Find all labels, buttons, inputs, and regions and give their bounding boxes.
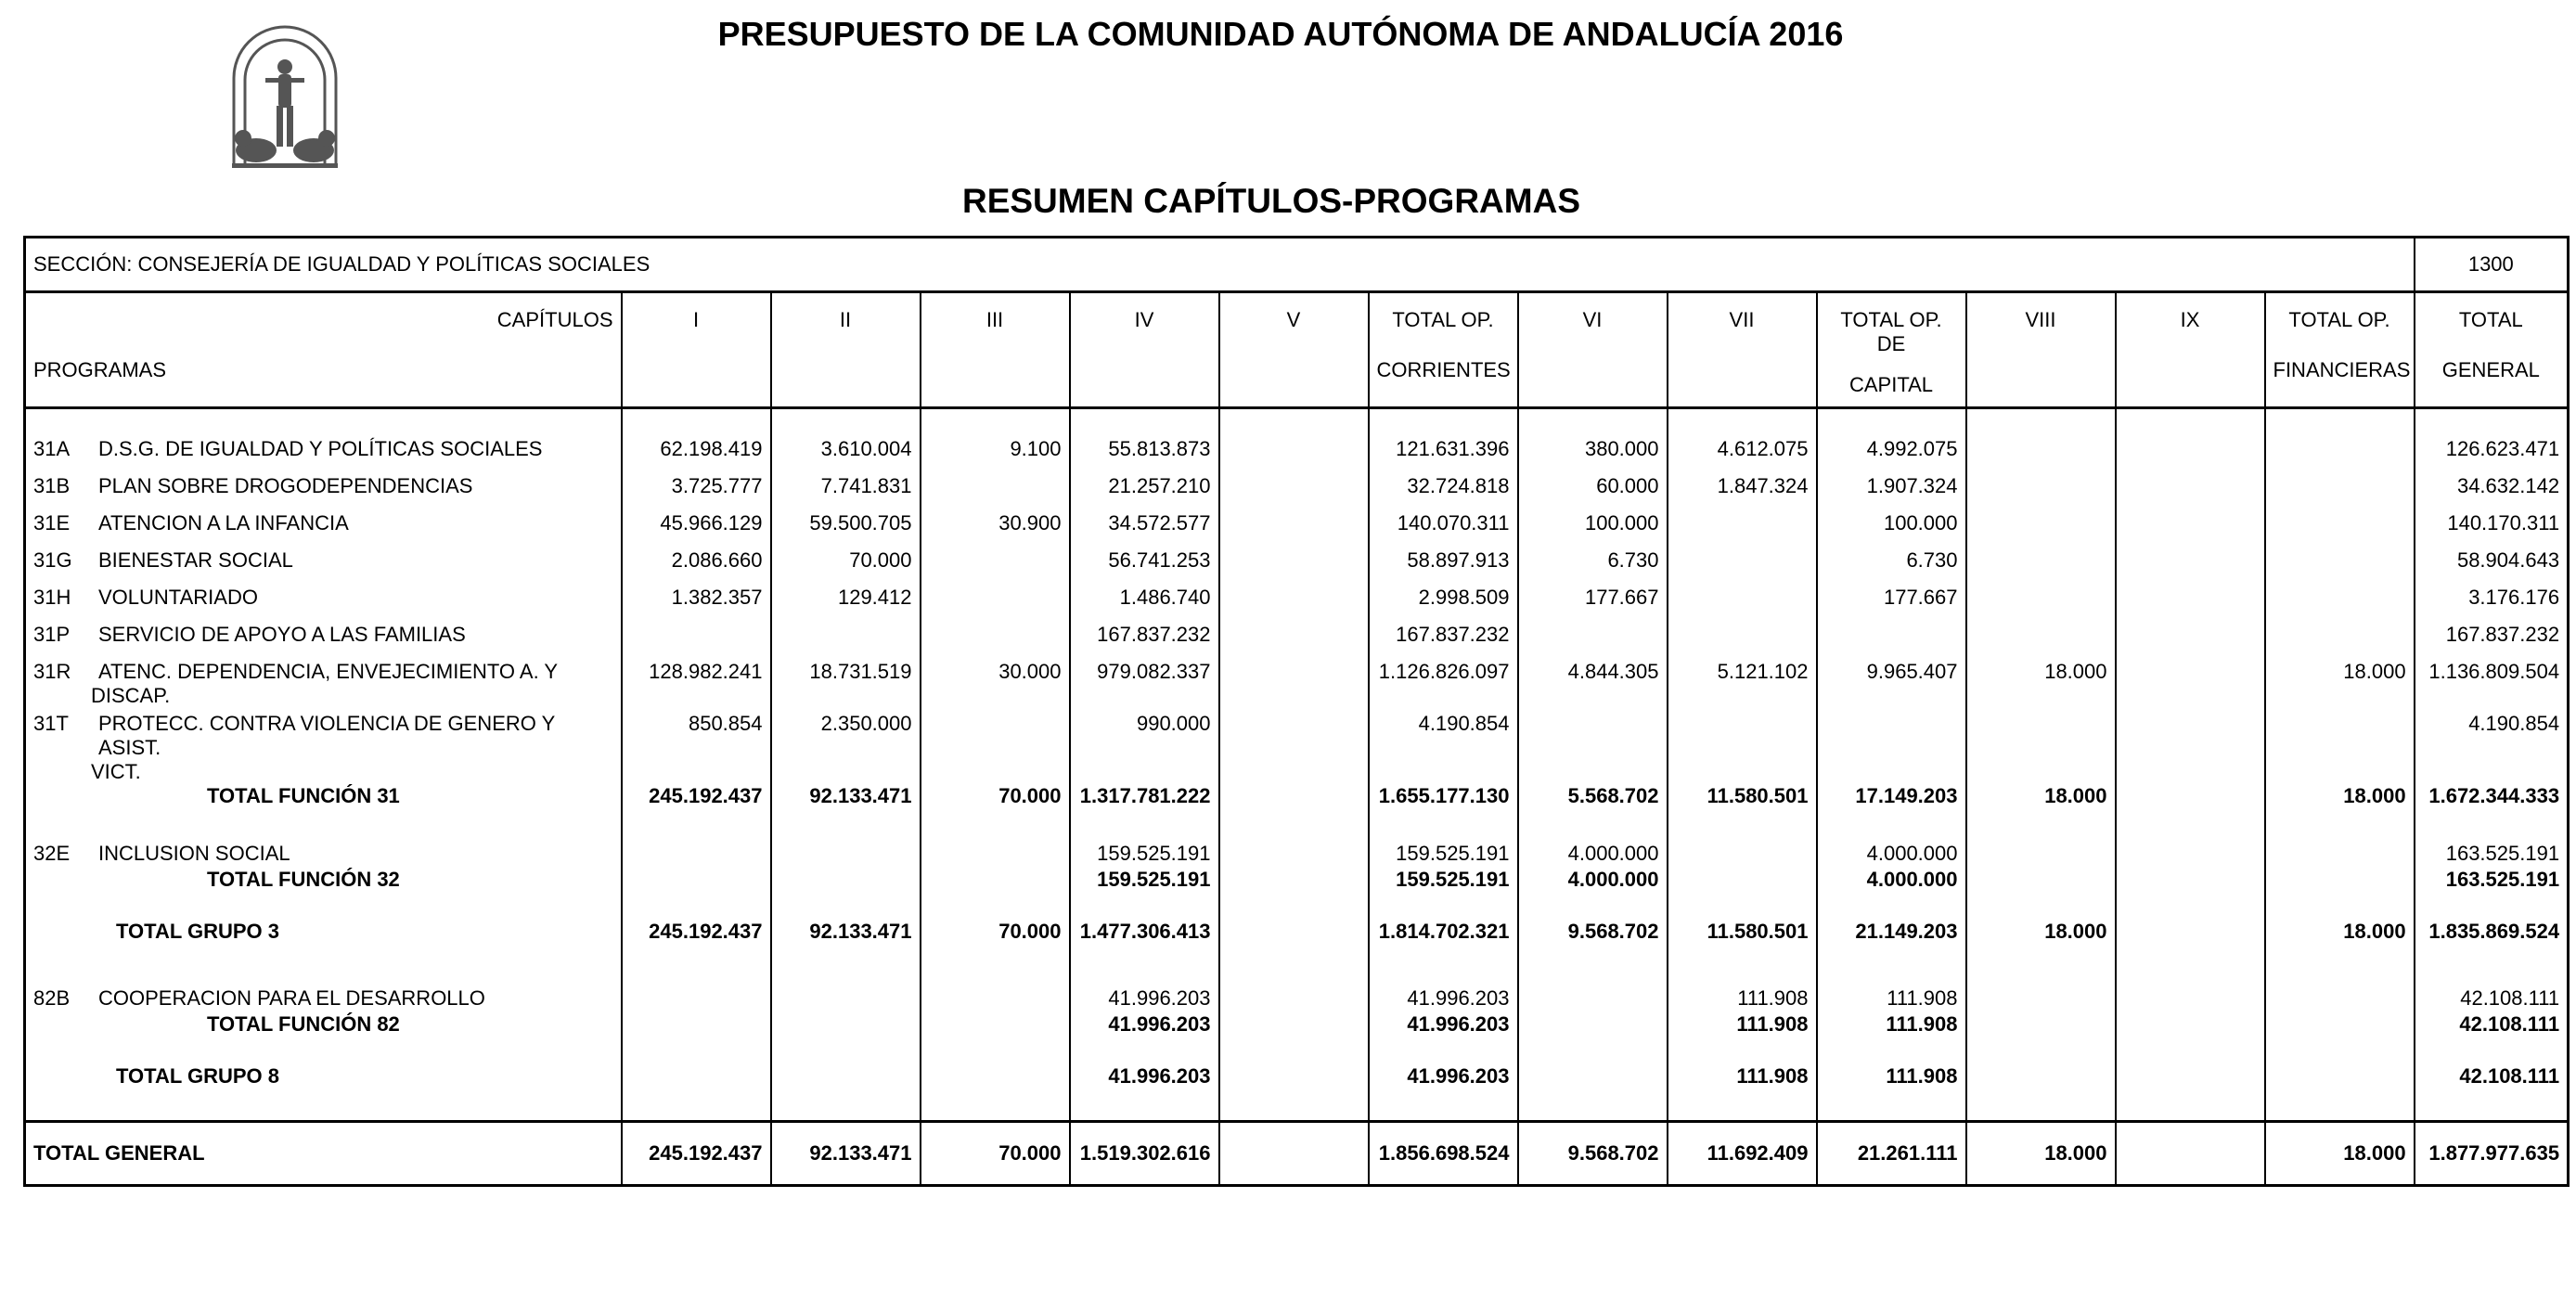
row-label: [25, 586, 622, 623]
cell-v: [1219, 920, 1369, 986]
cell-total-op-capital: 17.149.203: [1817, 784, 1966, 842]
cell-total-op-financieras: 18.000: [2265, 784, 2415, 842]
row-label: [25, 623, 622, 660]
cell-viii: [1966, 842, 2116, 868]
cell-vii: 11.692.409: [1668, 1122, 1817, 1186]
cell-viii: [1966, 712, 2116, 784]
header-capitulos-programas: [25, 292, 622, 408]
program-row: [25, 548, 2569, 586]
cell-i: [622, 623, 771, 660]
program-name: VOLUNTARIADO: [98, 586, 258, 609]
program-name: ATENCION A LA INFANCIA: [98, 511, 349, 535]
total-funcion-row: [25, 868, 2569, 920]
cell-iii: 70.000: [921, 784, 1070, 842]
cell-total-op-financieras: 18.000: [2265, 1122, 2415, 1186]
cell-total-general: 34.632.142: [2415, 474, 2569, 511]
cell-vi: [1518, 1064, 1668, 1122]
cell-iii: [921, 1012, 1070, 1064]
junta-andalucia-coat-of-arms-icon: [228, 13, 341, 171]
cell-total-op-financieras: [2265, 408, 2415, 475]
cell-i: 128.982.241: [622, 660, 771, 712]
cell-ii: 59.500.705: [771, 511, 921, 548]
cell-vii: [1668, 586, 1817, 623]
cell-iv: 1.317.781.222: [1070, 784, 1219, 842]
cell-ii: [771, 623, 921, 660]
row-label: TOTAL FUNCIÓN 31: [25, 784, 622, 842]
cell-vi: 4.000.000: [1518, 868, 1668, 920]
cell-iv: 21.257.210: [1070, 474, 1219, 511]
program-row: [25, 623, 2569, 660]
row-label: [25, 712, 622, 784]
cell-viii: [1966, 474, 2116, 511]
cell-vii: 11.580.501: [1668, 920, 1817, 986]
cell-i: 1.382.357: [622, 586, 771, 623]
cell-iv: 1.519.302.616: [1070, 1122, 1219, 1186]
cell-iv: 990.000: [1070, 712, 1219, 784]
cell-total-op-capital: [1817, 712, 1966, 784]
cell-i: [622, 986, 771, 1012]
cell-ii: 7.741.831: [771, 474, 921, 511]
cell-total-general: 163.525.191: [2415, 868, 2569, 920]
cell-total-op-capital: 4.000.000: [1817, 868, 1966, 920]
row-label: [25, 660, 622, 712]
cell-vii: [1668, 511, 1817, 548]
cell-total-general: 42.108.111: [2415, 1064, 2569, 1122]
cell-total-op-financieras: [2265, 842, 2415, 868]
cell-ii: 2.350.000: [771, 712, 921, 784]
cell-viii: 18.000: [1966, 660, 2116, 712]
cell-total-op-capital: 111.908: [1817, 1064, 1966, 1122]
header-vi: VI: [1518, 292, 1668, 408]
page-title: PRESUPUESTO DE LA COMUNIDAD AUTÓNOMA DE ANDALUCÍA 2016: [717, 15, 1844, 53]
row-label: TOTAL GRUPO 8: [25, 1064, 622, 1122]
header-total-op-financieras: TOTAL OP. FINANCIERAS: [2265, 292, 2415, 408]
cell-ix: [2116, 1064, 2265, 1122]
cell-total-general: 42.108.111: [2415, 1012, 2569, 1064]
cell-ii: 3.610.004: [771, 408, 921, 475]
program-name-cont: VICT.: [91, 760, 141, 783]
cell-total-op-corrientes: 121.631.396: [1369, 408, 1518, 475]
cell-total-general: 167.837.232: [2415, 623, 2569, 660]
cell-total-op-financieras: [2265, 623, 2415, 660]
cell-ix: [2116, 920, 2265, 986]
cell-ix: [2116, 548, 2265, 586]
cell-iv: 159.525.191: [1070, 842, 1219, 868]
cell-vii: [1668, 842, 1817, 868]
row-label: TOTAL GENERAL: [25, 1122, 622, 1186]
program-name: BIENESTAR SOCIAL: [98, 548, 293, 572]
cell-vii: [1668, 548, 1817, 586]
total-funcion-row: [25, 1012, 2569, 1064]
header-total-op-capital: TOTAL OP. DE CAPITAL: [1817, 292, 1966, 408]
cell-total-op-corrientes: 41.996.203: [1369, 986, 1518, 1012]
cell-ix: [2116, 986, 2265, 1012]
cell-ii: 92.133.471: [771, 1122, 921, 1186]
program-name: COOPERACION PARA EL DESARROLLO: [98, 986, 485, 1010]
cell-iv: 34.572.577: [1070, 511, 1219, 548]
cell-iii: 30.900: [921, 511, 1070, 548]
cell-i: 245.192.437: [622, 920, 771, 986]
cell-iii: [921, 548, 1070, 586]
cell-viii: [1966, 1064, 2116, 1122]
row-label: TOTAL GRUPO 3: [25, 920, 622, 986]
cell-total-op-capital: 21.261.111: [1817, 1122, 1966, 1186]
cell-v: [1219, 868, 1369, 920]
cell-vi: 177.667: [1518, 586, 1668, 623]
cell-iv: 41.996.203: [1070, 1064, 1219, 1122]
cell-total-op-corrientes: 1.655.177.130: [1369, 784, 1518, 842]
cell-ii: 70.000: [771, 548, 921, 586]
program-row: [25, 712, 2569, 784]
program-name: SERVICIO DE APOYO A LAS FAMILIAS: [98, 623, 466, 646]
cell-v: [1219, 660, 1369, 712]
cell-total-op-corrientes: 1.814.702.321: [1369, 920, 1518, 986]
cell-ix: [2116, 511, 2265, 548]
header-total-op-corrientes: TOTAL OP. CORRIENTES: [1369, 292, 1518, 408]
cell-total-op-financieras: [2265, 868, 2415, 920]
program-code: 31G: [33, 548, 72, 572]
cell-total-general: 140.170.311: [2415, 511, 2569, 548]
row-label: TOTAL FUNCIÓN 32: [25, 868, 622, 920]
cell-ix: [2116, 660, 2265, 712]
cell-vi: [1518, 623, 1668, 660]
cell-ix: [2116, 623, 2265, 660]
cell-ii: [771, 986, 921, 1012]
program-code: 31A: [33, 437, 71, 460]
program-name: PROTECC. CONTRA VIOLENCIA DE GENERO Y ASIST.: [98, 712, 555, 759]
total-grupo-row: [25, 1064, 2569, 1122]
program-code: 31E: [33, 511, 71, 535]
cell-v: [1219, 1012, 1369, 1064]
cell-v: [1219, 408, 1369, 475]
cell-iv: 167.837.232: [1070, 623, 1219, 660]
cell-ii: [771, 1012, 921, 1064]
program-name-cont: DISCAP.: [91, 684, 171, 707]
cell-iv: 41.996.203: [1070, 986, 1219, 1012]
cell-iii: 30.000: [921, 660, 1070, 712]
cell-viii: [1966, 623, 2116, 660]
cell-vi: 9.568.702: [1518, 920, 1668, 986]
cell-vii: 111.908: [1668, 1064, 1817, 1122]
cell-i: [622, 842, 771, 868]
cell-total-general: 42.108.111: [2415, 986, 2569, 1012]
program-row: [25, 660, 2569, 712]
header-total-general: TOTAL GENERAL: [2415, 292, 2569, 408]
cell-total-op-financieras: [2265, 548, 2415, 586]
cell-total-op-financieras: [2265, 474, 2415, 511]
row-label: [25, 842, 622, 868]
cell-iv: 979.082.337: [1070, 660, 1219, 712]
cell-total-op-capital: 21.149.203: [1817, 920, 1966, 986]
cell-iv: 55.813.873: [1070, 408, 1219, 475]
cell-ix: [2116, 712, 2265, 784]
cell-vi: 4.000.000: [1518, 842, 1668, 868]
cell-ix: [2116, 1122, 2265, 1186]
cell-total-op-corrientes: 1.126.826.097: [1369, 660, 1518, 712]
cell-iii: 9.100: [921, 408, 1070, 475]
cell-iii: [921, 868, 1070, 920]
cell-viii: 18.000: [1966, 1122, 2116, 1186]
cell-ii: [771, 1064, 921, 1122]
cell-total-op-corrientes: 32.724.818: [1369, 474, 1518, 511]
cell-iii: [921, 623, 1070, 660]
cell-total-op-financieras: [2265, 511, 2415, 548]
cell-total-op-corrientes: 41.996.203: [1369, 1064, 1518, 1122]
cell-total-op-capital: 177.667: [1817, 586, 1966, 623]
total-funcion-row: [25, 784, 2569, 842]
cell-viii: [1966, 1012, 2116, 1064]
cell-vii: 111.908: [1668, 986, 1817, 1012]
cell-vii: 4.612.075: [1668, 408, 1817, 475]
program-row: [25, 842, 2569, 868]
cell-total-general: 163.525.191: [2415, 842, 2569, 868]
cell-iii: [921, 1064, 1070, 1122]
cell-vi: 9.568.702: [1518, 1122, 1668, 1186]
cell-i: [622, 868, 771, 920]
program-row: [25, 511, 2569, 548]
header-iii: III: [921, 292, 1070, 408]
cell-vii: 1.847.324: [1668, 474, 1817, 511]
cell-iii: 70.000: [921, 1122, 1070, 1186]
cell-iii: [921, 474, 1070, 511]
program-code: 31H: [33, 586, 71, 609]
cell-v: [1219, 1122, 1369, 1186]
section-row: [25, 238, 2569, 292]
cell-viii: 18.000: [1966, 784, 2116, 842]
cell-i: 245.192.437: [622, 784, 771, 842]
row-label: [25, 408, 622, 475]
cell-total-op-financieras: 18.000: [2265, 660, 2415, 712]
cell-viii: [1966, 408, 2116, 475]
cell-ix: [2116, 842, 2265, 868]
cell-i: [622, 1012, 771, 1064]
row-label: [25, 474, 622, 511]
cell-vi: 100.000: [1518, 511, 1668, 548]
cell-v: [1219, 474, 1369, 511]
cell-ix: [2116, 586, 2265, 623]
cell-iii: [921, 586, 1070, 623]
cell-ix: [2116, 474, 2265, 511]
cell-total-op-capital: [1817, 623, 1966, 660]
cell-ix: [2116, 408, 2265, 475]
header-v: V: [1219, 292, 1369, 408]
program-name: INCLUSION SOCIAL: [98, 842, 290, 865]
cell-total-general: 1.136.809.504: [2415, 660, 2569, 712]
cell-v: [1219, 586, 1369, 623]
section-label: SECCIÓN: CONSEJERÍA DE IGUALDAD Y POLÍTICAS SOCIALES: [25, 238, 2415, 292]
cell-total-op-capital: 4.000.000: [1817, 842, 1966, 868]
cell-vii: 111.908: [1668, 1012, 1817, 1064]
cell-total-op-financieras: [2265, 1064, 2415, 1122]
cell-ii: 129.412: [771, 586, 921, 623]
program-name: PLAN SOBRE DROGODEPENDENCIAS: [98, 474, 473, 497]
cell-vi: [1518, 1012, 1668, 1064]
cell-total-op-corrientes: 140.070.311: [1369, 511, 1518, 548]
cell-v: [1219, 623, 1369, 660]
cell-viii: [1966, 586, 2116, 623]
row-label: TOTAL FUNCIÓN 82: [25, 1012, 622, 1064]
cell-viii: 18.000: [1966, 920, 2116, 986]
cell-vi: [1518, 986, 1668, 1012]
cell-vii: [1668, 712, 1817, 784]
program-code: 31R: [33, 660, 71, 683]
cell-vi: 6.730: [1518, 548, 1668, 586]
cell-vii: 5.121.102: [1668, 660, 1817, 712]
cell-v: [1219, 548, 1369, 586]
cell-vi: 4.844.305: [1518, 660, 1668, 712]
cell-i: 45.966.129: [622, 511, 771, 548]
cell-total-op-financieras: [2265, 986, 2415, 1012]
cell-ii: [771, 868, 921, 920]
cell-total-op-corrientes: 159.525.191: [1369, 842, 1518, 868]
cell-total-general: 4.190.854: [2415, 712, 2569, 784]
program-code: 32E: [33, 842, 71, 865]
header-capitulos: CAPÍTULOS: [496, 308, 613, 331]
cell-total-op-corrientes: 58.897.913: [1369, 548, 1518, 586]
header-vii: VII: [1668, 292, 1817, 408]
cell-iii: [921, 712, 1070, 784]
cell-total-op-capital: 100.000: [1817, 511, 1966, 548]
cell-v: [1219, 842, 1369, 868]
cell-total-op-financieras: [2265, 1012, 2415, 1064]
cell-total-general: 58.904.643: [2415, 548, 2569, 586]
program-code: 31B: [33, 474, 71, 497]
cell-total-op-corrientes: 4.190.854: [1369, 712, 1518, 784]
cell-total-op-financieras: 18.000: [2265, 920, 2415, 986]
cell-iv: 41.996.203: [1070, 1012, 1219, 1064]
cell-v: [1219, 1064, 1369, 1122]
cell-total-op-capital: 1.907.324: [1817, 474, 1966, 511]
cell-total-op-corrientes: 159.525.191: [1369, 868, 1518, 920]
program-row: [25, 408, 2569, 475]
header-viii: VIII: [1966, 292, 2116, 408]
cell-vi: [1518, 712, 1668, 784]
cell-total-general: 1.877.977.635: [2415, 1122, 2569, 1186]
cell-ii: 92.133.471: [771, 920, 921, 986]
total-grupo-row: [25, 920, 2569, 986]
cell-iv: 56.741.253: [1070, 548, 1219, 586]
cell-total-op-capital: 9.965.407: [1817, 660, 1966, 712]
header-i: I: [622, 292, 771, 408]
cell-total-op-corrientes: 2.998.509: [1369, 586, 1518, 623]
cell-viii: [1966, 511, 2116, 548]
cell-total-op-financieras: [2265, 586, 2415, 623]
header-programas: PROGRAMAS: [33, 358, 167, 381]
row-label: [25, 986, 622, 1012]
cell-i: 3.725.777: [622, 474, 771, 511]
cell-i: 2.086.660: [622, 548, 771, 586]
cell-ii: [771, 842, 921, 868]
cell-iv: 1.477.306.413: [1070, 920, 1219, 986]
program-row: [25, 986, 2569, 1012]
cell-viii: [1966, 548, 2116, 586]
program-code: 82B: [33, 986, 71, 1010]
cell-v: [1219, 511, 1369, 548]
cell-ix: [2116, 868, 2265, 920]
cell-v: [1219, 712, 1369, 784]
cell-i: 850.854: [622, 712, 771, 784]
row-label: [25, 511, 622, 548]
budget-table: [23, 236, 2570, 1187]
cell-total-op-corrientes: 1.856.698.524: [1369, 1122, 1518, 1186]
cell-viii: [1966, 986, 2116, 1012]
cell-v: [1219, 986, 1369, 1012]
program-row: [25, 586, 2569, 623]
program-name: D.S.G. DE IGUALDAD Y POLÍTICAS SOCIALES: [98, 437, 543, 460]
cell-total-op-capital: 111.908: [1817, 986, 1966, 1012]
cell-viii: [1966, 868, 2116, 920]
cell-vii: [1668, 623, 1817, 660]
cell-iv: 159.525.191: [1070, 868, 1219, 920]
cell-vi: 380.000: [1518, 408, 1668, 475]
cell-total-op-corrientes: 167.837.232: [1369, 623, 1518, 660]
cell-i: 245.192.437: [622, 1122, 771, 1186]
cell-total-op-corrientes: 41.996.203: [1369, 1012, 1518, 1064]
cell-ix: [2116, 784, 2265, 842]
cell-vii: 11.580.501: [1668, 784, 1817, 842]
header-iv: IV: [1070, 292, 1219, 408]
cell-ii: 18.731.519: [771, 660, 921, 712]
program-code: 31P: [33, 623, 71, 646]
cell-total-op-financieras: [2265, 712, 2415, 784]
cell-vi: 60.000: [1518, 474, 1668, 511]
cell-total-general: 1.835.869.524: [2415, 920, 2569, 986]
row-label: [25, 548, 622, 586]
cell-total-general: 1.672.344.333: [2415, 784, 2569, 842]
cell-iii: 70.000: [921, 920, 1070, 986]
cell-iii: [921, 842, 1070, 868]
cell-iv: 1.486.740: [1070, 586, 1219, 623]
cell-v: [1219, 784, 1369, 842]
cell-iii: [921, 986, 1070, 1012]
program-name: ATENC. DEPENDENCIA, ENVEJECIMIENTO A. Y: [98, 660, 559, 683]
cell-ix: [2116, 1012, 2265, 1064]
header-ix: IX: [2116, 292, 2265, 408]
cell-vii: [1668, 868, 1817, 920]
header-ii: II: [771, 292, 921, 408]
cell-i: [622, 1064, 771, 1122]
program-code: 31T: [33, 712, 69, 735]
cell-total-general: 126.623.471: [2415, 408, 2569, 475]
total-general-row: [25, 1122, 2569, 1186]
cell-i: 62.198.419: [622, 408, 771, 475]
cell-total-op-capital: 4.992.075: [1817, 408, 1966, 475]
cell-vi: 5.568.702: [1518, 784, 1668, 842]
cell-ii: 92.133.471: [771, 784, 921, 842]
cell-total-op-capital: 6.730: [1817, 548, 1966, 586]
cell-total-op-capital: 111.908: [1817, 1012, 1966, 1064]
page-subtitle: RESUMEN CAPÍTULOS-PROGRAMAS: [961, 182, 1581, 220]
header-row: [25, 292, 2569, 408]
cell-total-general: 3.176.176: [2415, 586, 2569, 623]
section-code: 1300: [2415, 238, 2569, 292]
program-row: [25, 474, 2569, 511]
